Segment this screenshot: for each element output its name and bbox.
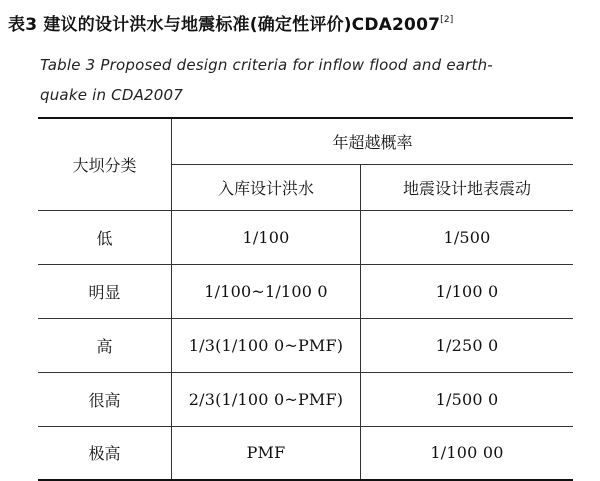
header-annual-exceedance: 年超越概率 bbox=[172, 118, 574, 164]
header-dam-class: 大坝分类 bbox=[38, 118, 172, 210]
cell-dam-class: 高 bbox=[38, 318, 172, 372]
table-row bbox=[38, 264, 573, 318]
cell-flood: PMF bbox=[172, 426, 361, 480]
cell-quake: 1/500 0 bbox=[361, 372, 574, 426]
header-inflow-flood: 入库设计洪水 bbox=[172, 164, 361, 210]
table-title-text: 表3 建议的设计洪水与地震标准(确定性评价)CDA2007 bbox=[8, 15, 441, 35]
table-title bbox=[8, 10, 454, 35]
design-criteria-table bbox=[38, 117, 573, 481]
reference-marker: [2] bbox=[440, 15, 454, 25]
table-row bbox=[38, 318, 573, 372]
table-row bbox=[38, 372, 573, 426]
cell-flood: 1/100~1/100 0 bbox=[172, 264, 361, 318]
cell-flood: 2/3(1/100 0~PMF) bbox=[172, 372, 361, 426]
cell-dam-class: 明显 bbox=[38, 264, 172, 318]
cell-dam-class: 极高 bbox=[38, 426, 172, 480]
table-caption-english bbox=[40, 50, 575, 110]
cell-quake: 1/100 00 bbox=[361, 426, 574, 480]
header-earthquake: 地震设计地表震动 bbox=[361, 164, 574, 210]
caption-line-2: quake in CDA2007 bbox=[40, 86, 184, 104]
cell-quake: 1/250 0 bbox=[361, 318, 574, 372]
table-row bbox=[38, 426, 573, 480]
cell-dam-class: 很高 bbox=[38, 372, 172, 426]
cell-flood: 1/3(1/100 0~PMF) bbox=[172, 318, 361, 372]
caption-line-1: Table 3 Proposed design criteria for inflow flood and earth- bbox=[40, 56, 493, 74]
cell-dam-class: 低 bbox=[38, 210, 172, 264]
cell-quake: 1/500 bbox=[361, 210, 574, 264]
cell-flood: 1/100 bbox=[172, 210, 361, 264]
cell-quake: 1/100 0 bbox=[361, 264, 574, 318]
table-row bbox=[38, 210, 573, 264]
